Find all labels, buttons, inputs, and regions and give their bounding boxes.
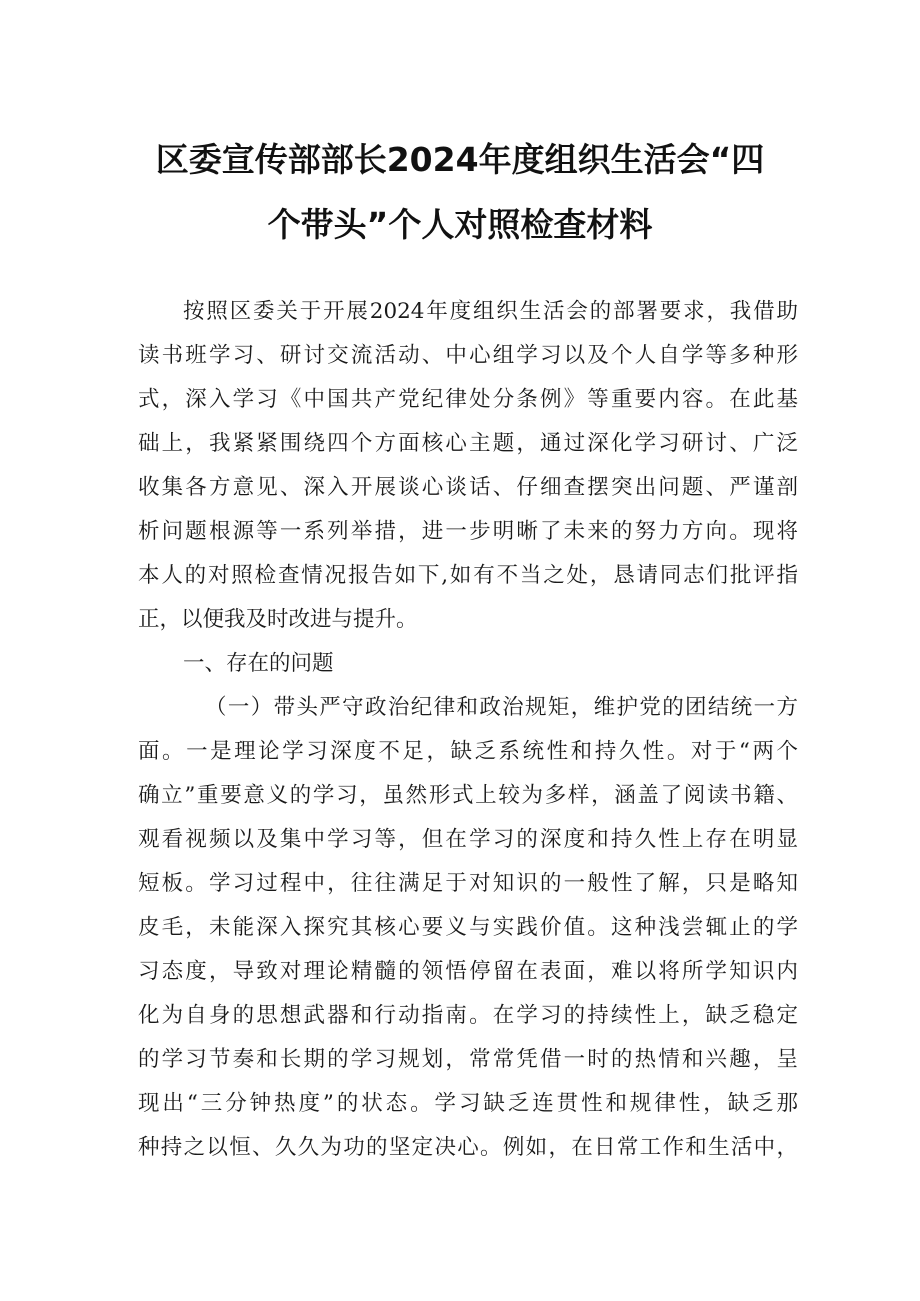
body-line: 短板。学习过程中，往往满足于对知识的一般性了解，只是略知 [138,871,798,896]
body-line: 种持之以恒、久久为功的坚定决心。例如，在日常工作和生活中， [138,1135,798,1160]
body-line: 现出“三分钟热度”的状态。学习缺乏连贯性和规律性，缺乏那 [138,1091,798,1116]
intro-line: 式，深入学习《中国共产党纪律处分条例》等重要内容。在此基 [138,387,798,412]
intro-line: 析问题根源等一系列举措，进一步明晰了未来的努力方向。现将 [138,519,798,544]
body-line: （一）带头严守政治纪律和政治规矩，维护党的团结统一方 [205,695,798,720]
intro-line: 正，以便我及时改进与提升。 [138,607,418,632]
body-line: 确立”重要意义的学习，虽然形式上较为多样，涵盖了阅读书籍、 [138,783,798,808]
body-line: 化为自身的思想武器和行动指南。在学习的持续性上，缺乏稳定 [138,1003,798,1028]
intro-line: 本人的对照检查情况报告如下,如有不当之处，恳请同志们批评指 [138,563,798,588]
body-line: 习态度，导致对理论精髓的领悟停留在表面，难以将所学知识内 [138,959,798,984]
document-title-line-2: 个带头”个人对照检查材料 [267,205,653,244]
body-line: 面。一是理论学习深度不足，缺乏系统性和持久性。对于“两个 [138,739,798,764]
body-line: 皮毛，未能深入探究其核心要义与实践价值。这种浅尝辄止的学 [138,915,798,940]
intro-line: 按照区委关于开展2024年度组织生活会的部署要求，我借助 [183,299,798,324]
intro-line: 收集各方意见、深入开展谈心谈话、仔细查摆突出问题、严谨剖 [138,475,798,500]
body-line: 观看视频以及集中学习等，但在学习的深度和持久性上存在明显 [138,827,798,852]
intro-line: 础上，我紧紧围绕四个方面核心主题，通过深化学习研讨、广泛 [138,431,798,456]
document-title-line-1: 区委宣传部部长2024年度组织生活会“四 [155,140,765,179]
intro-line: 读书班学习、研讨交流活动、中心组学习以及个人自学等多种形 [138,343,798,368]
section-heading: 一、存在的问题 [183,651,334,676]
body-line: 的学习节奏和长期的学习规划，常常凭借一时的热情和兴趣，呈 [138,1047,798,1072]
